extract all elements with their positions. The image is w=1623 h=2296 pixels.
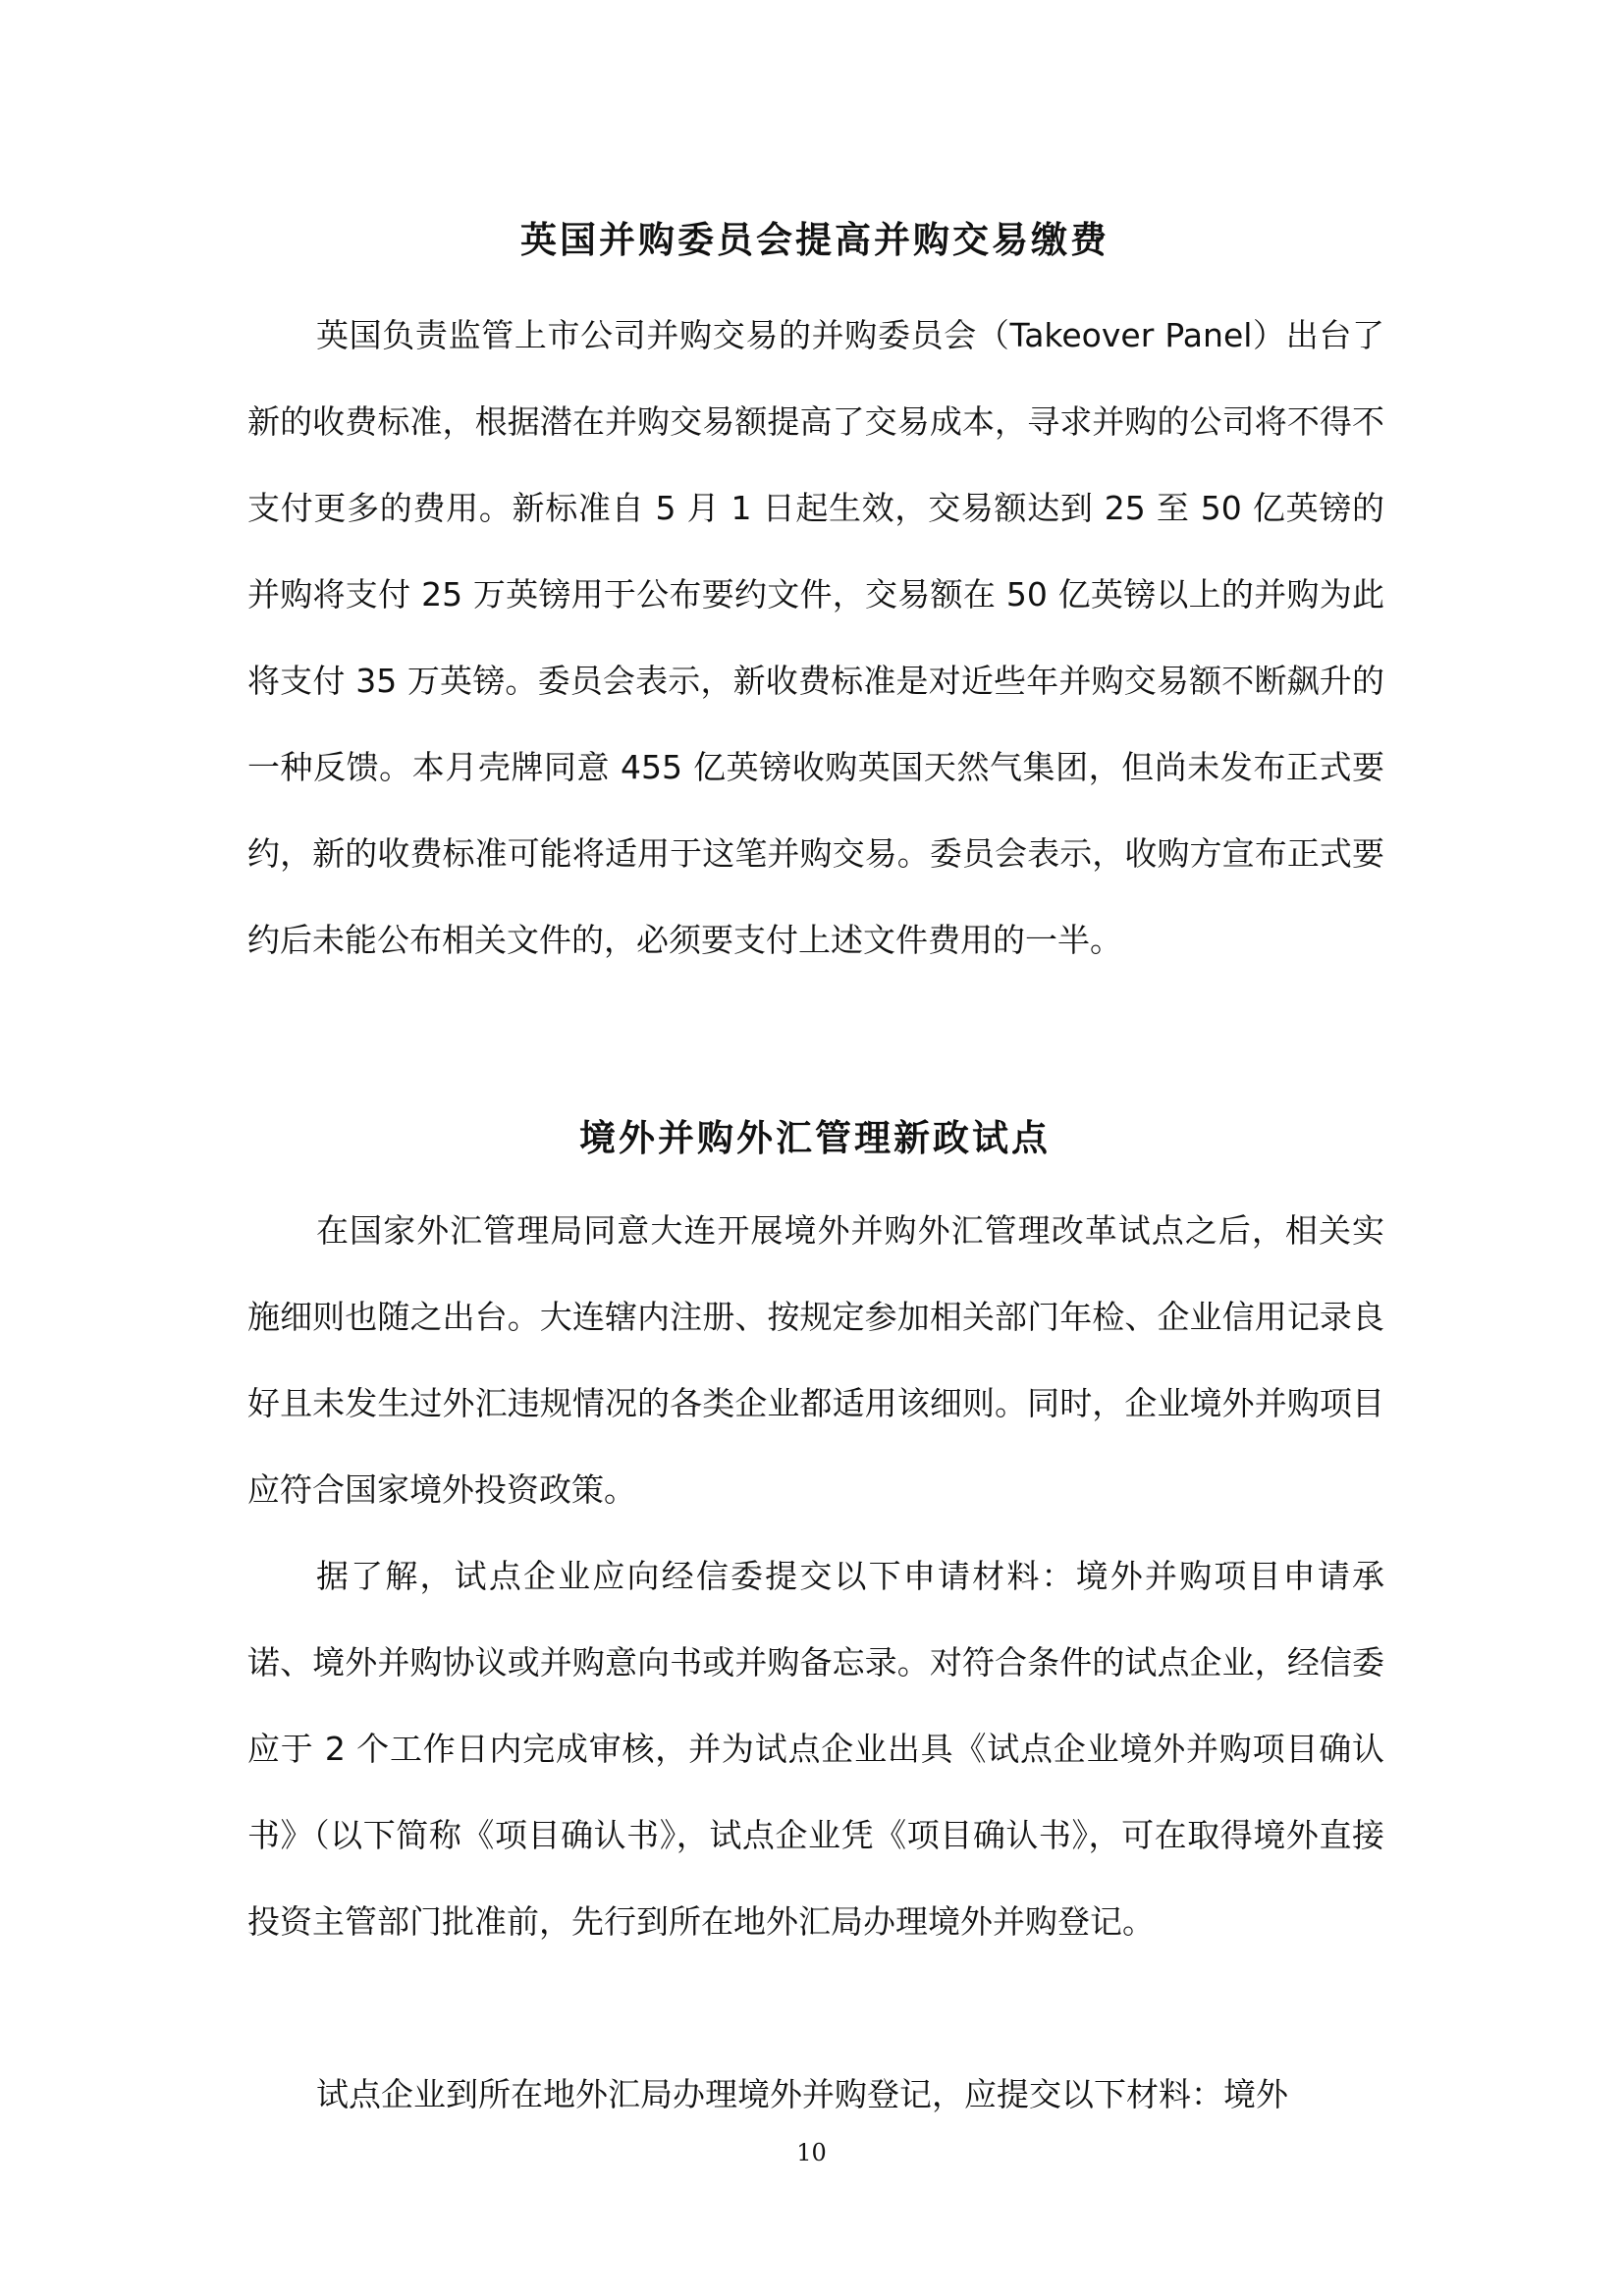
page-number: 10 xyxy=(796,2139,827,2166)
section-heading-uk-takeover-fees: 英国并购委员会提高并购交易缴费 xyxy=(520,219,1109,261)
section-heading-overseas-ma-forex-pilot: 境外并购外汇管理新政试点 xyxy=(579,1117,1051,1159)
paragraph-uk-takeover-fees: 英国负责监管上市公司并购交易的并购委员会（Takeover Panel）出台了新的收费标准，根据潜在并购交易额提高了交易成本，寻求并购的公司将不得不支付更多的费用。新标准自 5 月 1 日起生效，交易额达到 25 至 50 亿英镑的并购将支付 25 万英镑用于公布要约文件，交易额在 50 亿英镑以上的并购为此将支付 35 万英镑。委员会表示，新收费标准是对近些年并购交易额不断飙升的一种反馈。本月壳牌同意 455 亿英镑收购英国天然气集团，但尚未发布正式要约，新的收费标准可能将适用于这笔并购交易。委员会表示，收购方宣布正式要约后未能公布相关文件的，必须要支付上述文件费用的一半。 xyxy=(247,316,1384,959)
paragraph-application-materials: 据了解，试点企业应向经信委提交以下申请材料：境外并购项目申请承诺、境外并购协议或并购意向书或并购备忘录。对符合条件的试点企业，经信委应于 2 个工作日内完成审核，并为试点企业出具《试点企业境外并购项目确认书》（以下简称《项目确认书》，试点企业凭《项目确认书》，可在取得境外直接投资主管部门批准前，先行到所在地外汇局办理境外并购登记。 xyxy=(247,1557,1384,1941)
paragraph-dalian-pilot-rules: 在国家外汇管理局同意大连开展境外并购外汇管理改革试点之后，相关实施细则也随之出台。大连辖内注册、按规定参加相关部门年检、企业信用记录良好且未发生过外汇违规情况的各类企业都适用该细则。同时，企业境外并购项目应符合国家境外投资政策。 xyxy=(247,1211,1384,1509)
paragraph-registration-materials: 试点企业到所在地外汇局办理境外并购登记，应提交以下材料：境外 xyxy=(316,2075,1288,2113)
